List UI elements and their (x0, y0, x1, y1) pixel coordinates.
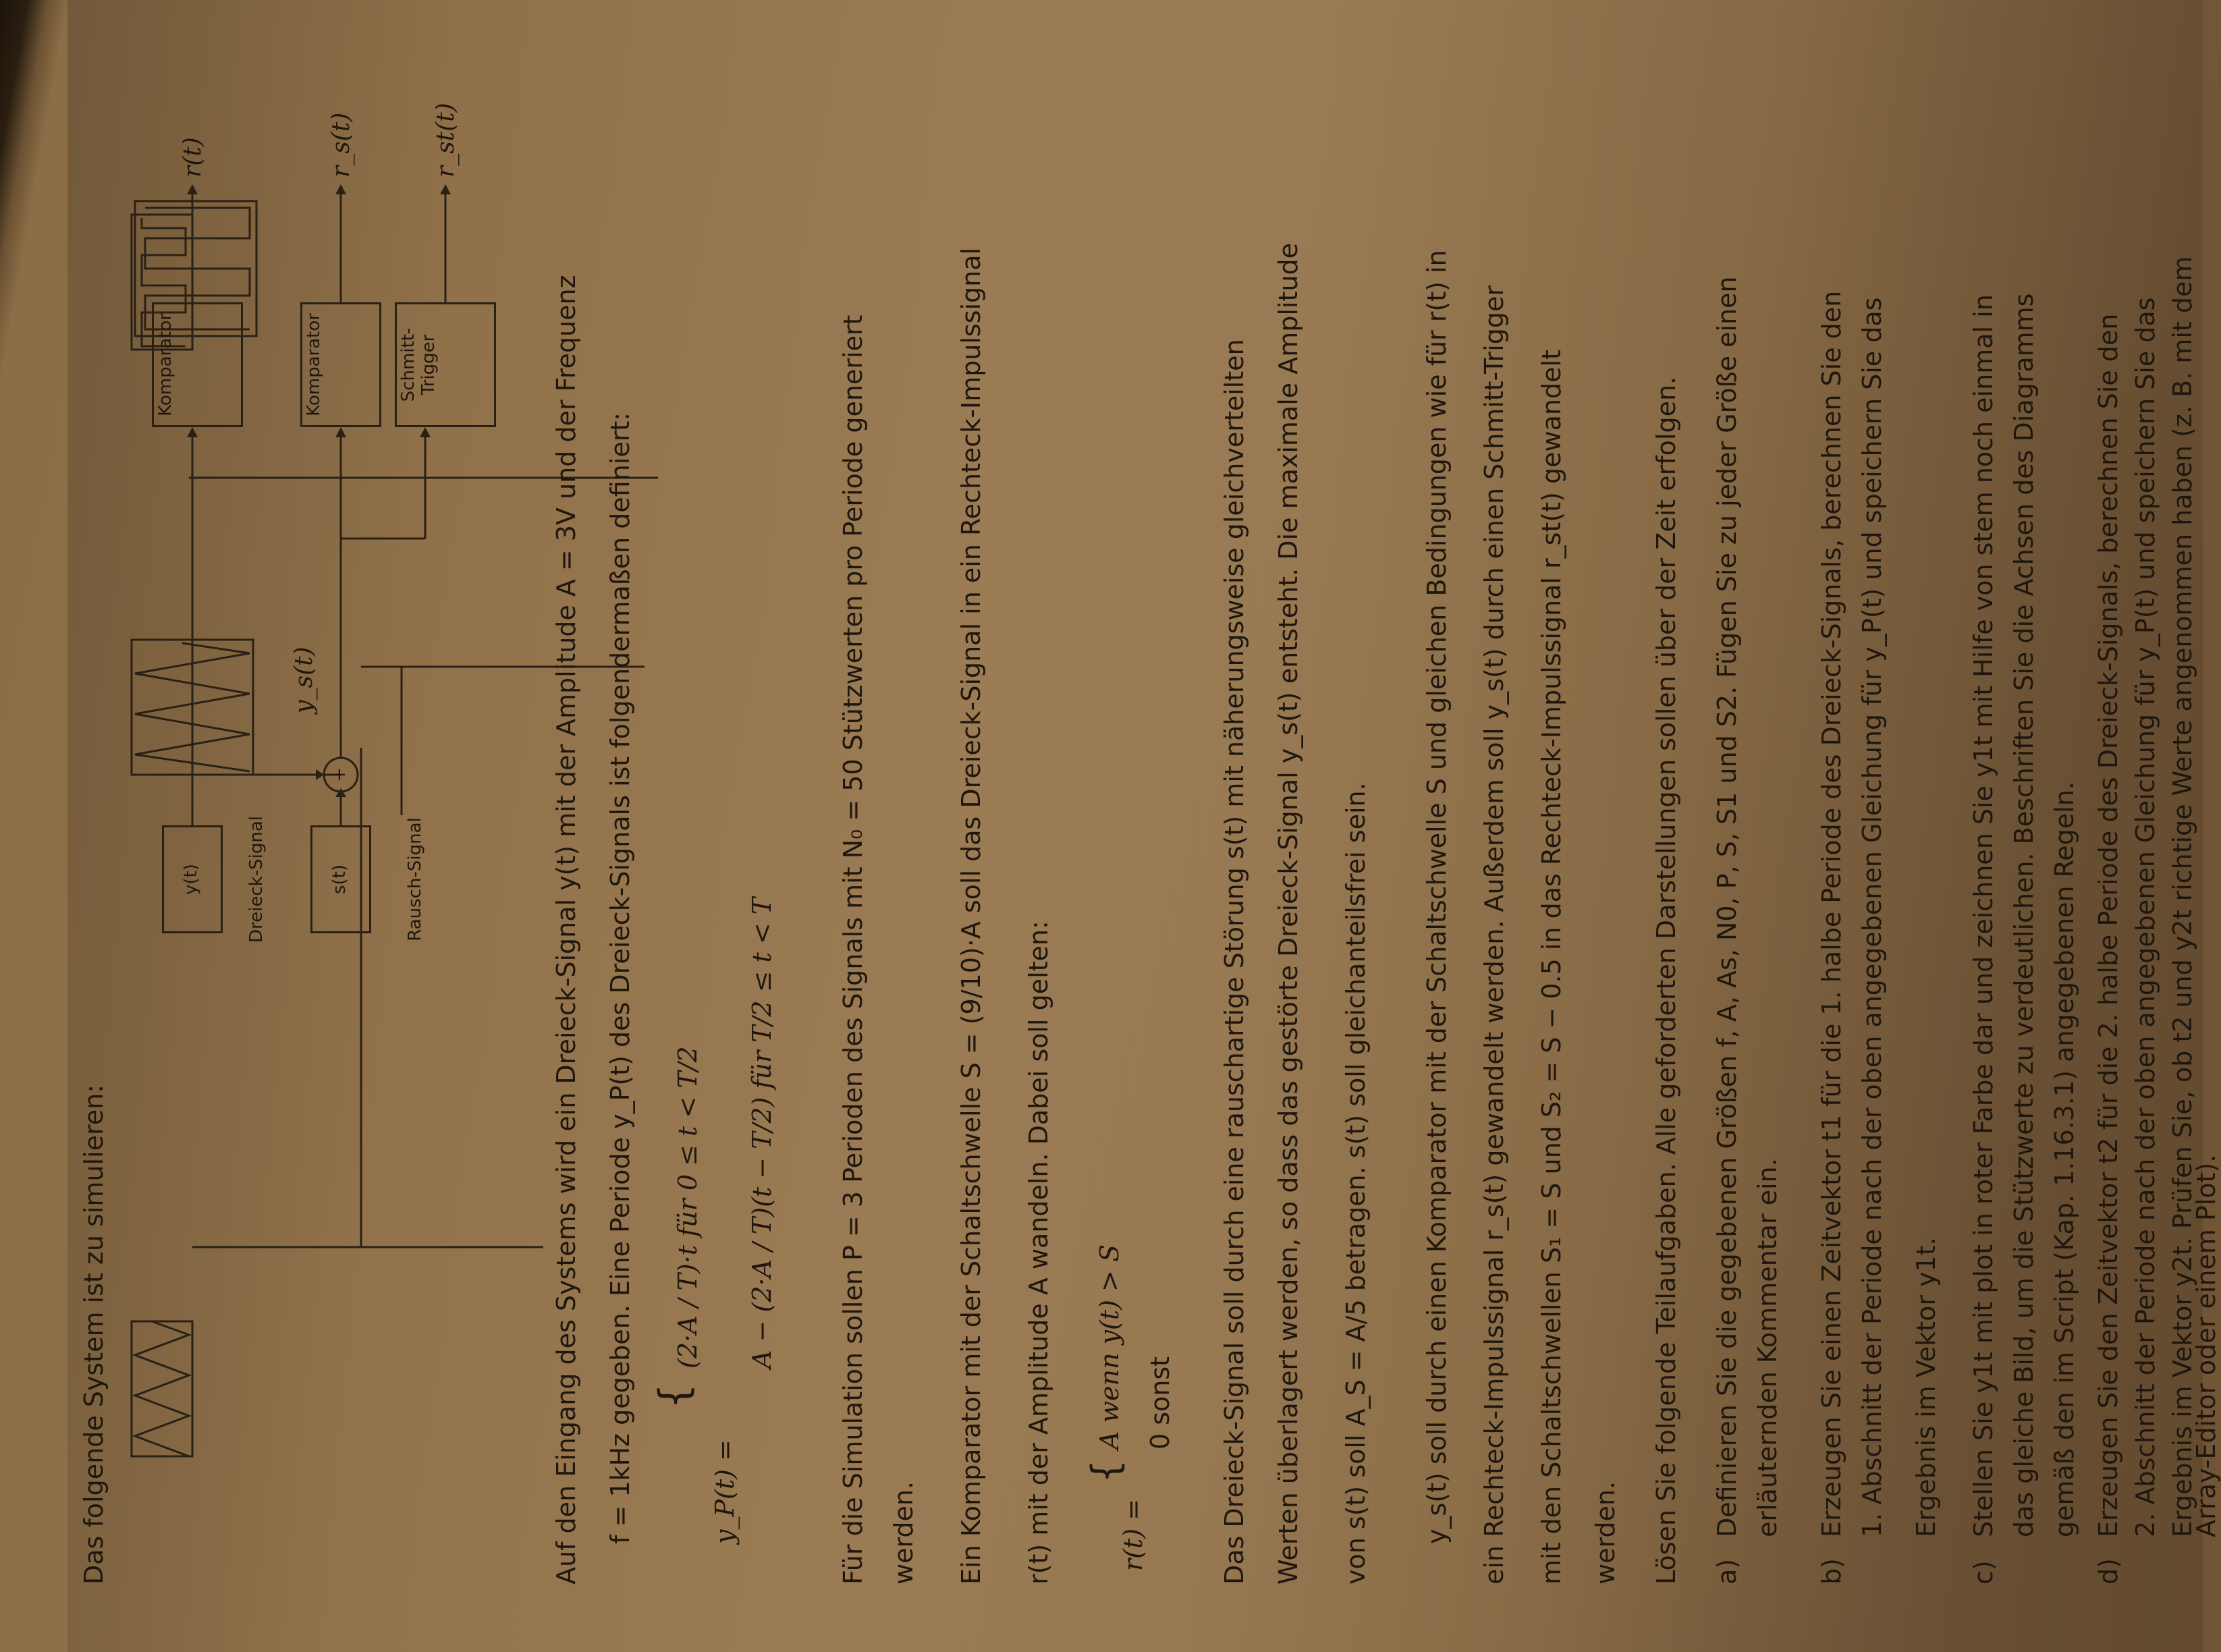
output-rs: r_s(t) (327, 112, 355, 177)
task-a-line-1: Definieren Sie die gegebenen Größen f, A, As, N0, P, S, S1 und S2. Fügen Sie zu jeder Größe einen (1712, 276, 1742, 1537)
p4-line-3: von s(t) soll A_S = A/5 betragen. s(t) soll gleichanteilsfrei sein. (1341, 782, 1371, 1585)
task-b-line-2: 1. Abschnitt der Periode nach der oben angegebenen Gleichung für y_P(t) und speichern Sie das (1857, 297, 1887, 1537)
task-b-line-1: Erzeugen Sie einen Zeitvektor t1 für die 1. halbe Periode des Dreieck-Signals, berechnen Sie den (1817, 290, 1846, 1537)
komparator-1-label: Komparator (155, 313, 175, 416)
task-b-line-3: Ergebnis im Vektor y1t. (1911, 1237, 1941, 1537)
eq1-case-2: A − (2·A / T)(t − T/2) für T/2 ≤ t < T (747, 897, 777, 1369)
task-c-line-1: Stellen Sie y1t mit plot in roter Farbe dar und zeichnen Sie y1t mit Hilfe von stem noch einmal in (1969, 294, 1998, 1537)
p2-line-1: Für die Simulation sollen P = 3 Perioden des Signals mit N₀ = 50 Stützwerten pro Periode generiert (838, 314, 868, 1585)
p5-line-4: werden. (1591, 1481, 1620, 1585)
eq1-case-1: (2·A / T)·t für 0 ≤ t < T/2 (673, 1046, 703, 1369)
task-d-line-3: Ergebnis im Vektor y2t. Prüfen Sie, ob t2 und y2t richtige Werte angenommen haben (z. B. mit dem (2168, 256, 2197, 1537)
rotated-page (67, 0, 2221, 1652)
sum-sign: + (329, 767, 350, 782)
output-rst: r_st(t) (432, 103, 460, 177)
schmitt-label-2: Trigger (418, 334, 439, 395)
p6-text: Lösen Sie folgende Teilaufgaben. Alle geforderten Darstellungen sollen über der Zeit erfolgen. (1651, 376, 1681, 1585)
task-c-line-3: gemäß den im Script (Kap. 1.16.3.1) angegebenen Regeln. (2050, 781, 2079, 1537)
task-d-label: d) (2093, 1558, 2123, 1585)
task-d-line-1: Erzeugen Sie den Zeitvektor t2 für die 2. halbe Periode des Dreieck-Signals, berechnen Sie den (2093, 313, 2123, 1537)
eq1-brace: { (651, 1383, 698, 1409)
task-a-label: a) (1712, 1558, 1742, 1585)
task-c-line-2: das gleiche Bild, um die Stützwerte zu verdeutlichen. Beschriften Sie die Achsen des Diagramms (2009, 293, 2039, 1537)
task-c-label: c) (1969, 1560, 1998, 1585)
intro-text: Das folgende System ist zu simulieren: (79, 1084, 109, 1585)
ys-label: y_s(t) (290, 646, 318, 714)
eq2-brace: { (1084, 1459, 1128, 1483)
p3-line-2: r(t) mit der Amplitude A wandeln. Dabei soll gelten: (1024, 920, 1053, 1585)
p4-line-2: Werten überlagert werden, so dass das gestörte Dreieck-Signal y_s(t) entsteht. Die maximale Amplitude (1273, 243, 1303, 1585)
paper-sheet (67, 0, 2221, 1652)
task-a-line-2: erläuternden Kommentar ein. (1753, 1158, 1782, 1537)
eq2-lhs: r(t) = (1118, 1498, 1148, 1571)
p2-line-2: werden. (889, 1481, 918, 1585)
schmitt-label-1: Schmitt- (398, 327, 418, 402)
s-block-caption: Rausch-Signal (405, 817, 425, 941)
p3-line-1: Ein Komparator mit der Schaltschwelle S = (9/10)·A soll das Dreieck-Signal in ein Rechteck-Impulssignal (956, 247, 986, 1585)
s-block-label: s(t) (329, 864, 350, 895)
diagram-connections (67, 0, 580, 1652)
task-d-line-2: 2. Abschnitt der Periode nach der oben angegebenen Gleichung für y_P(t) und speichern Sie das (2131, 297, 2160, 1537)
eq2-case-1: A wenn y(t) > S (1095, 1244, 1124, 1450)
p1-line-1: Auf den Eingang des Systems wird ein Dreieck-Signal y(t) mit der Amplitude A = 3V und der Frequenz (551, 275, 581, 1585)
output-r: r(t) (179, 137, 207, 177)
task-b-label: b) (1817, 1558, 1846, 1585)
eq1-lhs: y_P(t) = (710, 1439, 740, 1544)
p5-line-2: ein Rechteck-Impulssignal r_s(t) gewandelt werden. Außerdem soll y_s(t) durch einen Schmitt-Trigger (1479, 285, 1509, 1585)
p5-line-1: y_s(t) soll durch einen Komparator mit der Schaltschwelle S und gleichen Bedingungen wie für r(t) in (1422, 250, 1452, 1544)
p4-line-1: Das Dreieck-Signal soll durch eine rauschartige Störung s(t) mit näherungsweise gleichverteilten (1219, 339, 1249, 1585)
y-block-caption: Dreieck-Signal (246, 816, 267, 943)
p1-line-2: f = 1kHz gegeben. Eine Periode y_P(t) des Dreieck-Signals ist folgendermaßen definiert: (605, 412, 635, 1544)
eq2-case-2: 0 sonst (1145, 1356, 1175, 1450)
task-d-line-4: Array-Editor oder einem Plot). (2191, 1154, 2221, 1537)
y-block-label: y(t) (181, 864, 201, 895)
p5-line-3: mit den Schaltschwellen S₁ = S und S₂ = S − 0.5 in das Rechteck-Impulssignal r_st(t) gewandelt (1537, 350, 1566, 1585)
komparator-2-label: Komparator (304, 313, 324, 416)
